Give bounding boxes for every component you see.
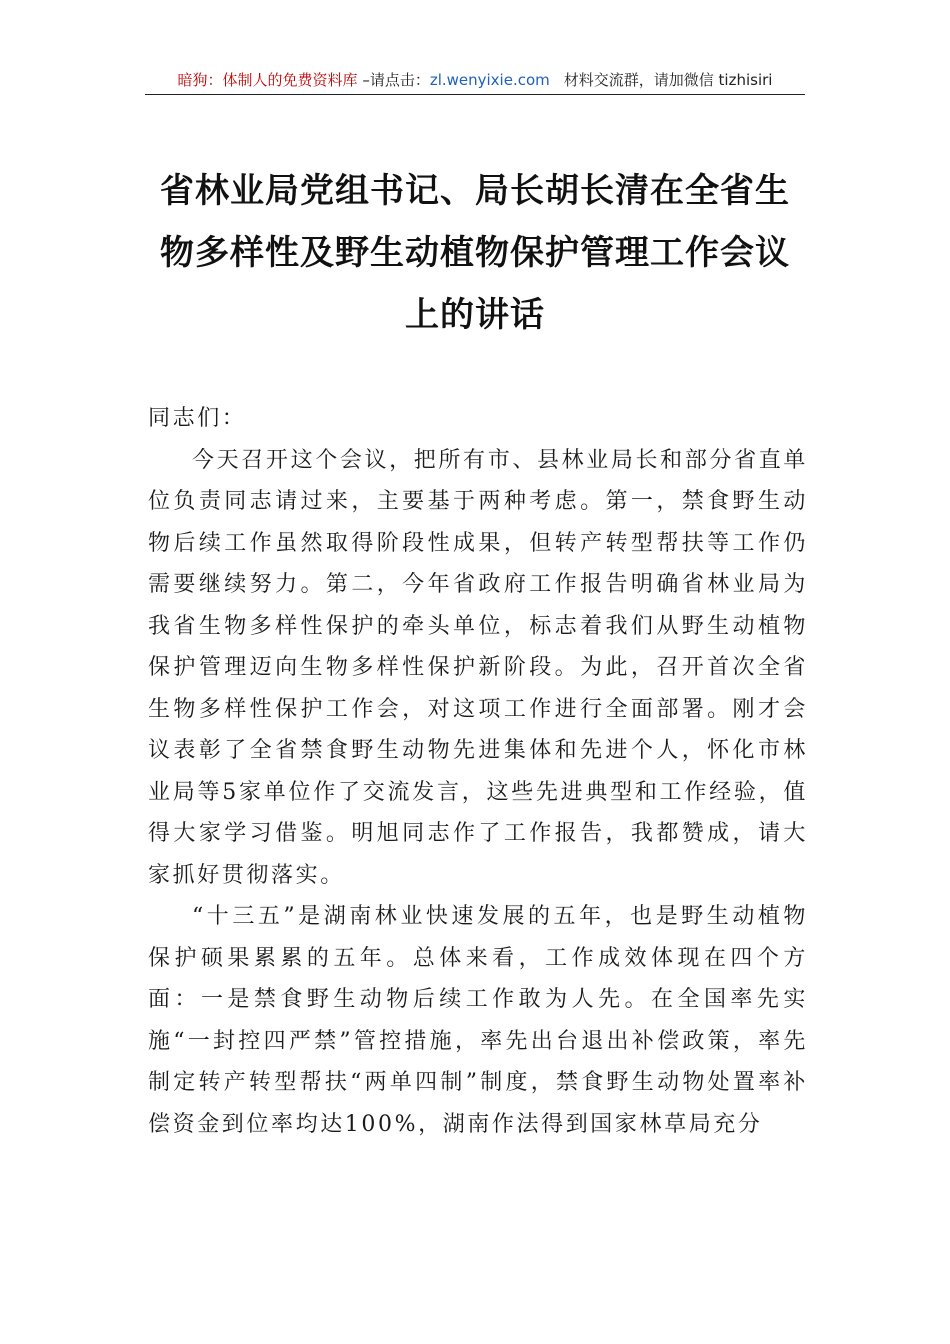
title-line-1: 省林业局党组书记、局长胡长清在全省生 bbox=[160, 171, 790, 211]
salutation: 同志们： bbox=[148, 406, 247, 431]
page-header bbox=[145, 66, 805, 95]
header-link[interactable]: zl.wenyixie.com bbox=[429, 71, 550, 89]
header-brand: 暗狗：体制人的免费资料库 bbox=[177, 71, 358, 89]
title-line-3: 上的讲话 bbox=[405, 295, 545, 335]
paragraph-1: 今天召开这个会议，把所有市、县林业局长和部分省直单位负责同志请过来，主要基于两种考虑。第一，禁食野生动物后续工作虽然取得阶段性成果，但转产转型帮扶等工作仍需要继续努力。第二，今年省政府工作报告明确省林业局为我省生物多样性保护的牵头单位，标志着我们从野生动植物保护管理迈向生物多样性保护新阶段。为此，召开首次全省生物多样性保护工作会，对这项工作进行全面部署。刚才会议表彰了全省禁食野生动物先进集体和先进个人，怀化市林业局等5家单位作了交流发言，这些先进典型和工作经验，值得大家学习借鉴。明旭同志作了工作报告，我都赞成，请大家抓好贯彻落实。 bbox=[148, 447, 808, 888]
header-separator: –请点击： bbox=[357, 71, 430, 89]
header-contact: 材料交流群，请加微信 tizhisiri bbox=[563, 71, 773, 89]
document-title bbox=[140, 160, 810, 346]
document-body bbox=[148, 398, 808, 1145]
title-line-2: 物多样性及野生动植物保护管理工作会议 bbox=[160, 233, 790, 273]
paragraph-2: “十三五”是湖南林业快速发展的五年，也是野生动植物保护硕果累累的五年。总体来看，工作成效体现在四个方面：一是禁食野生动物后续工作敢为人先。在全国率先实施“一封控四严禁”管控措施，率先出台退出补偿政策，率先制定转产转型帮扶“两单四制”制度，禁食野生动物处置率补偿资金到位率均达100%，湖南作法得到国家林草局充分 bbox=[148, 904, 808, 1137]
